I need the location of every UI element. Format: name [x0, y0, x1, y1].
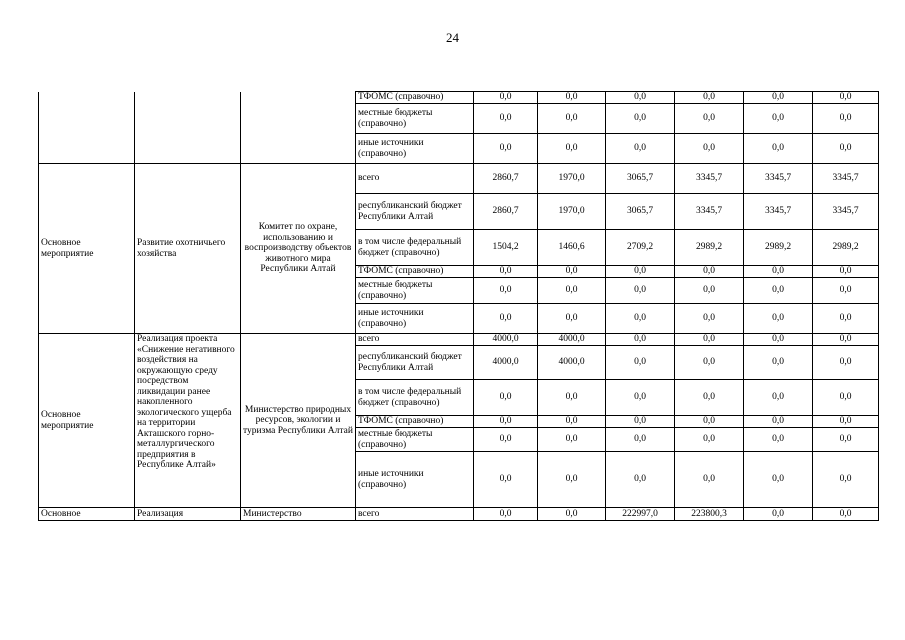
amount-cell: 0,0	[606, 334, 675, 346]
amount-cell: 0,0	[538, 428, 606, 452]
amount-cell: 1970,0	[538, 194, 606, 230]
amount-cell: 0,0	[744, 334, 813, 346]
amount-cell: 3345,7	[813, 194, 879, 230]
amount-cell: 0,0	[813, 278, 879, 304]
amount-cell: 0,0	[538, 278, 606, 304]
table-row	[39, 164, 879, 194]
measure-type-cell: Основное	[39, 508, 135, 521]
amount-cell: 0,0	[606, 416, 675, 428]
measure-name-cell: Реализация проекта «Снижение негативного воздействия на окружающую среду посредством ликвидации ранее накопленного экологического ущерба на территории Акташского горно-металлургического предприятия в Республике Алтай»	[135, 334, 241, 508]
funding-source-cell: местные бюджеты (справочно)	[356, 278, 474, 304]
amount-cell: 3345,7	[744, 194, 813, 230]
amount-cell: 223800,3	[675, 508, 744, 521]
amount-cell: 3065,7	[606, 194, 675, 230]
amount-cell: 0,0	[675, 278, 744, 304]
amount-cell: 0,0	[538, 92, 606, 104]
measure-name-cell: Реализация	[135, 508, 241, 521]
amount-cell: 1970,0	[538, 164, 606, 194]
funding-source-cell: иные источники (справочно)	[356, 134, 474, 164]
amount-cell: 0,0	[675, 428, 744, 452]
amount-cell: 0,0	[538, 266, 606, 278]
amount-cell: 2989,2	[813, 230, 879, 266]
amount-cell: 0,0	[474, 278, 538, 304]
amount-cell: 4000,0	[474, 334, 538, 346]
table-row	[39, 334, 879, 346]
amount-cell: 0,0	[474, 428, 538, 452]
amount-cell: 2860,7	[474, 194, 538, 230]
amount-cell: 1504,2	[474, 230, 538, 266]
amount-cell: 0,0	[474, 266, 538, 278]
amount-cell: 0,0	[744, 278, 813, 304]
amount-cell: 0,0	[538, 304, 606, 334]
measure-name-cell: Развитие охотничьего хозяйства	[135, 164, 241, 334]
amount-cell: 0,0	[675, 334, 744, 346]
amount-cell: 0,0	[813, 304, 879, 334]
amount-cell: 0,0	[813, 508, 879, 521]
amount-cell: 0,0	[474, 508, 538, 521]
funding-source-cell: ТФОМС (справочно)	[356, 92, 474, 104]
amount-cell: 0,0	[744, 508, 813, 521]
amount-cell: 0,0	[538, 452, 606, 508]
amount-cell: 0,0	[538, 508, 606, 521]
amount-cell: 0,0	[744, 266, 813, 278]
amount-cell: 0,0	[744, 416, 813, 428]
amount-cell: 0,0	[813, 104, 879, 134]
amount-cell: 0,0	[675, 304, 744, 334]
amount-cell: 0,0	[606, 134, 675, 164]
funding-source-cell: местные бюджеты (справочно)	[356, 104, 474, 134]
amount-cell: 0,0	[813, 134, 879, 164]
funding-source-cell: всего	[356, 164, 474, 194]
amount-cell: 3065,7	[606, 164, 675, 194]
amount-cell: 0,0	[675, 346, 744, 380]
amount-cell: 3345,7	[744, 164, 813, 194]
measure-type-cell: Основное мероприятие	[39, 164, 135, 334]
amount-cell: 0,0	[744, 346, 813, 380]
amount-cell: 0,0	[675, 266, 744, 278]
amount-cell: 0,0	[675, 380, 744, 416]
amount-cell: 3345,7	[813, 164, 879, 194]
measure-type-cell	[39, 92, 135, 164]
amount-cell: 0,0	[813, 334, 879, 346]
amount-cell: 0,0	[606, 428, 675, 452]
amount-cell: 0,0	[813, 346, 879, 380]
amount-cell: 0,0	[606, 278, 675, 304]
amount-cell: 0,0	[538, 134, 606, 164]
amount-cell: 1460,6	[538, 230, 606, 266]
amount-cell: 2989,2	[744, 230, 813, 266]
amount-cell: 0,0	[744, 452, 813, 508]
funding-source-cell: всего	[356, 334, 474, 346]
amount-cell: 2989,2	[675, 230, 744, 266]
amount-cell: 0,0	[813, 92, 879, 104]
amount-cell: 3345,7	[675, 164, 744, 194]
amount-cell: 0,0	[538, 104, 606, 134]
funding-source-cell: иные источники (справочно)	[356, 452, 474, 508]
amount-cell: 0,0	[675, 104, 744, 134]
measure-type-cell: Основное мероприятие	[39, 334, 135, 508]
amount-cell: 4000,0	[474, 346, 538, 380]
amount-cell: 222997,0	[606, 508, 675, 521]
amount-cell: 0,0	[474, 380, 538, 416]
amount-cell: 0,0	[675, 92, 744, 104]
funding-source-cell: республиканский бюджет Республики Алтай	[356, 346, 474, 380]
amount-cell: 0,0	[813, 452, 879, 508]
executor-cell: Министерство	[241, 508, 356, 521]
amount-cell: 0,0	[675, 452, 744, 508]
amount-cell: 0,0	[474, 416, 538, 428]
amount-cell: 0,0	[744, 428, 813, 452]
executor-cell	[241, 92, 356, 164]
amount-cell: 0,0	[744, 134, 813, 164]
amount-cell: 0,0	[813, 266, 879, 278]
funding-source-cell: республиканский бюджет Республики Алтай	[356, 194, 474, 230]
amount-cell: 0,0	[606, 380, 675, 416]
amount-cell: 0,0	[474, 304, 538, 334]
funding-source-cell: иные источники (справочно)	[356, 304, 474, 334]
amount-cell: 0,0	[606, 304, 675, 334]
page-number: 24	[446, 30, 459, 45]
amount-cell: 0,0	[813, 380, 879, 416]
amount-cell: 3345,7	[675, 194, 744, 230]
executor-cell: Министерство природных ресурсов, экологии и туризма Республики Алтай	[241, 334, 356, 508]
funding-source-cell: ТФОМС (справочно)	[356, 266, 474, 278]
measure-name-cell	[135, 92, 241, 164]
amount-cell: 4000,0	[538, 346, 606, 380]
amount-cell: 0,0	[606, 346, 675, 380]
funding-source-cell: местные бюджеты (справочно)	[356, 428, 474, 452]
amount-cell: 0,0	[606, 452, 675, 508]
amount-cell: 2709,2	[606, 230, 675, 266]
executor-cell: Комитет по охране, использованию и воспроизводству объектов животного мира Республики Алтай	[241, 164, 356, 334]
financing-table	[38, 91, 879, 521]
amount-cell: 0,0	[606, 266, 675, 278]
funding-source-cell: в том числе федеральный бюджет (справочно)	[356, 380, 474, 416]
amount-cell: 0,0	[675, 416, 744, 428]
amount-cell: 0,0	[474, 92, 538, 104]
table-row	[39, 508, 879, 521]
amount-cell: 0,0	[744, 104, 813, 134]
amount-cell: 0,0	[813, 428, 879, 452]
amount-cell: 0,0	[744, 92, 813, 104]
amount-cell: 0,0	[538, 380, 606, 416]
amount-cell: 0,0	[744, 380, 813, 416]
amount-cell: 4000,0	[538, 334, 606, 346]
funding-source-cell: ТФОМС (справочно)	[356, 416, 474, 428]
amount-cell: 0,0	[474, 134, 538, 164]
amount-cell: 0,0	[606, 92, 675, 104]
amount-cell: 0,0	[675, 134, 744, 164]
table-row	[39, 92, 879, 104]
amount-cell: 0,0	[538, 416, 606, 428]
amount-cell: 0,0	[474, 104, 538, 134]
funding-source-cell: в том числе федеральный бюджет (справочно)	[356, 230, 474, 266]
funding-source-cell: всего	[356, 508, 474, 521]
amount-cell: 0,0	[474, 452, 538, 508]
amount-cell: 0,0	[813, 416, 879, 428]
amount-cell: 0,0	[744, 304, 813, 334]
amount-cell: 0,0	[606, 104, 675, 134]
amount-cell: 2860,7	[474, 164, 538, 194]
